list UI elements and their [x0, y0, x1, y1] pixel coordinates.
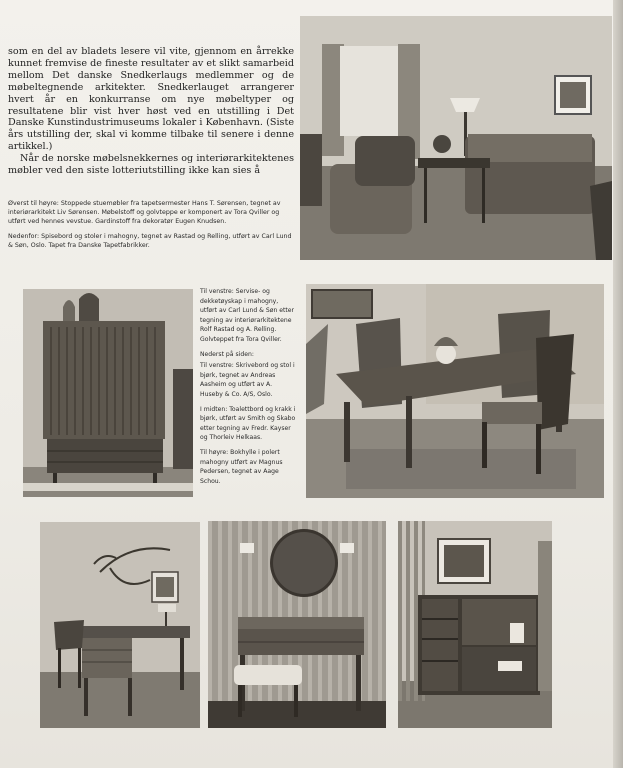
photo-cabinet [23, 289, 193, 497]
caption-middle-block [200, 287, 296, 491]
photo-bookshelf [398, 521, 552, 728]
caption-top-block [8, 199, 296, 255]
caption-dressing-table: I midten: Toalettbord og krakk i bjørk, utført av Smith og Skabo etter tegning av Fredr. Kayser og Thorleiv Helkaas. [200, 405, 296, 442]
intro-paragraph-1: som en del av bladets lesere vil vite, gjennom en årrekke kunnet fremvise de fineste resultater av et slikt samarbeid mellom Det danske Snedkerlaugs medlemmer og de møbeltegnende arkitekter. Snedkerlauget arrangerer hvert år en konkurranse om nye møbeltyper og resultatene blir vist hver høst ved en utstilling i Det Danske Kunstindustrimuseums lokaler i København. (Siste års utstilling der, skal vi komme tilbake til senere i denne artikkel.) [8, 46, 294, 153]
caption-cabinet: Til venstre: Servise- og dekketøyskap i mahogny, utført av Carl Lund & Søn etter tegning av interiørarkitektene Rolf Rastad og A. Relling. Golvteppet fra Tora Qviller. [200, 288, 295, 343]
photo-desk [40, 522, 200, 728]
photo-dressing-table [208, 521, 386, 728]
photo-living-room [300, 16, 612, 260]
caption-dining-set: Nedenfor: Spisebord og stoler i mahogny, tegnet av Rastad og Relling, utført av Carl Lund & Søn, Oslo. Tapet fra Danske Tapetfabrikker. [8, 232, 292, 249]
caption-desk: Til venstre: Skrivebord og stol i bjørk, tegnet av Andreas Aasheim og utført av A. Huseby & Co. A/S, Oslo. [200, 362, 295, 398]
caption-bookshelf: Til høyre: Bokhylle i polert mahogny utført av Magnus Pedersen, tegnet av Aage Schou. [200, 448, 283, 485]
caption-living-room: Øverst til høyre: Stoppede stuemøbler fra tapetsermester Hans T. Sørensen, tegnet av interiørarkitekt Liv Sørensen. Møbelstoff og golvteppe er komponert av Tora Qviller og utført ved hennes vevstue. Gardinstoff fra dekoratør Eugen Knudsen. [8, 200, 281, 226]
caption-bottom-heading: Nederst på siden: [200, 350, 254, 358]
page-spine-edge [613, 0, 623, 768]
photo-dining-set [306, 284, 604, 498]
intro-paragraph-2: Når de norske møbelsnekkernes og interiørarkitektenes møbler ved den siste lotteriutstilling ikke kan sies å [8, 153, 294, 177]
intro-article-text [8, 46, 294, 177]
